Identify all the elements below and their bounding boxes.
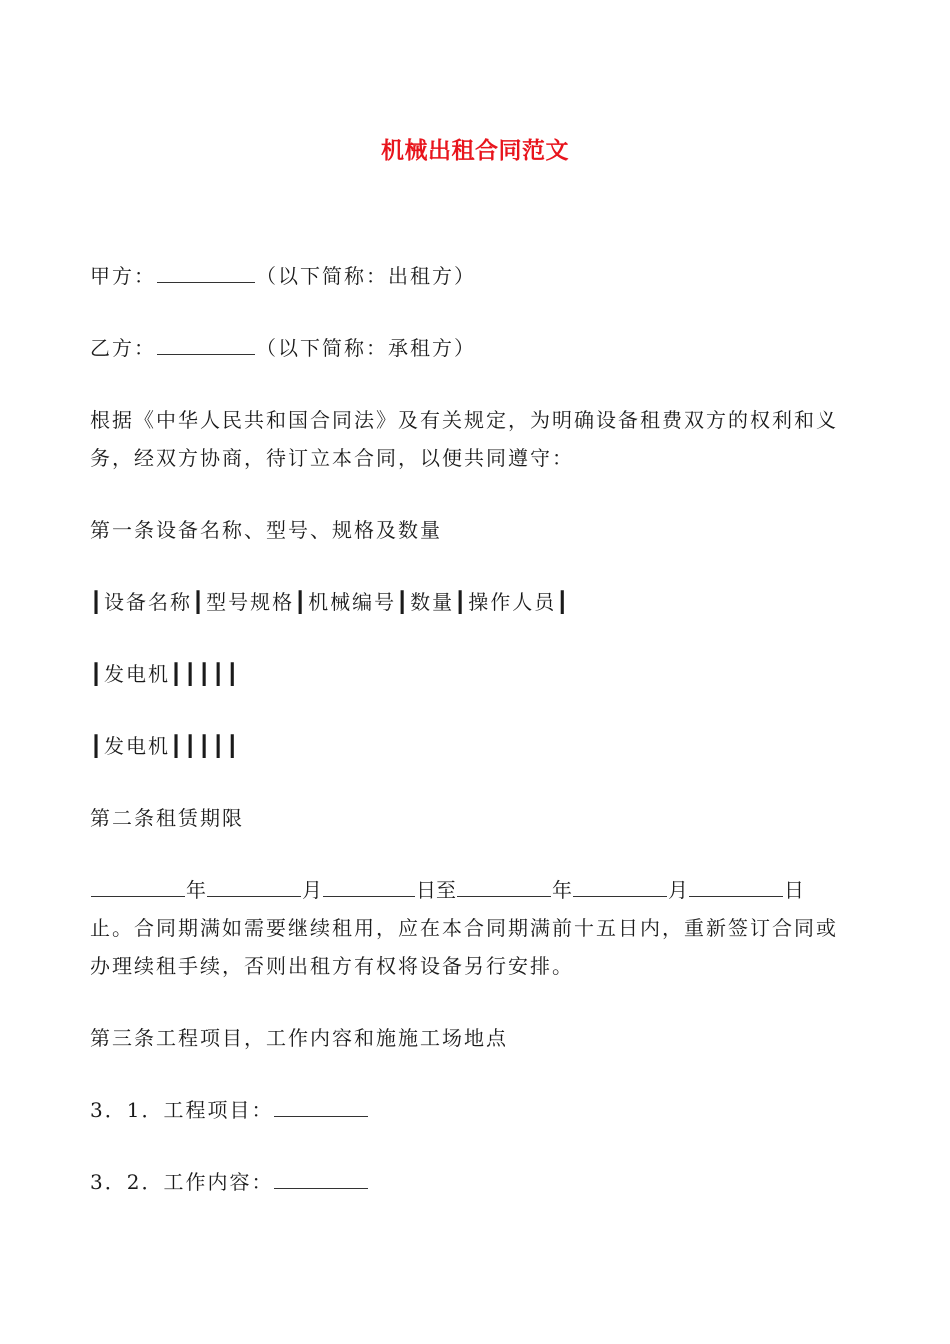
equipment-table-row: ┃发电机┃┃┃┃┃ bbox=[90, 662, 241, 686]
intro-line-1: 根据《中华人民共和国合同法》及有关规定，为明确设备租费双方的权利和义 bbox=[90, 408, 838, 432]
article-2-heading: 第二条租赁期限 bbox=[90, 806, 244, 830]
item-3-2-label: 3．2．工作内容： bbox=[90, 1170, 274, 1194]
item-3-1-label: 3．1．工程项目： bbox=[90, 1098, 274, 1122]
term-end-year-blank[interactable] bbox=[457, 874, 551, 897]
party-a-line bbox=[90, 258, 870, 294]
term-end-month-blank[interactable] bbox=[573, 874, 667, 897]
party-b-blank[interactable] bbox=[157, 332, 255, 355]
project-blank[interactable] bbox=[274, 1094, 368, 1117]
term-start-day-blank[interactable] bbox=[323, 874, 415, 897]
term-start-year-blank[interactable] bbox=[91, 874, 185, 897]
work-content-blank[interactable] bbox=[274, 1166, 368, 1189]
party-b-label: 乙方： bbox=[90, 336, 156, 360]
article-3-heading: 第三条工程项目，工作内容和施施工场地点 bbox=[90, 1026, 508, 1050]
term-year-label: 年 bbox=[186, 878, 206, 902]
article-1-heading: 第一条设备名称、型号、规格及数量 bbox=[90, 518, 442, 542]
term-month-label: 月 bbox=[668, 878, 688, 902]
document-title: 机械出租合同范文 bbox=[381, 138, 569, 164]
party-b-suffix: （以下简称：承租方） bbox=[256, 336, 476, 360]
intro-line-2: 务，经双方协商，待订立本合同，以便共同遵守： bbox=[90, 446, 574, 470]
term-start-month-blank[interactable] bbox=[207, 874, 301, 897]
equipment-table-row: ┃发电机┃┃┃┃┃ bbox=[90, 734, 241, 758]
term-line-2: 止。合同期满如需要继续租用，应在本合同期满前十五日内，重新签订合同或 bbox=[90, 916, 838, 940]
term-day-label: 日 bbox=[784, 878, 804, 902]
term-end-day-blank[interactable] bbox=[689, 874, 783, 897]
term-line-3: 办理续租手续，否则出租方有权将设备另行安排。 bbox=[90, 954, 574, 978]
term-year-label: 年 bbox=[552, 878, 572, 902]
term-day-to-label: 日至 bbox=[416, 878, 456, 902]
item-3-1-line bbox=[90, 1092, 870, 1128]
party-b-line bbox=[90, 330, 870, 366]
equipment-table-header: ┃设备名称┃型号规格┃机械编号┃数量┃操作人员┃ bbox=[90, 590, 571, 614]
party-a-blank[interactable] bbox=[157, 260, 255, 283]
term-line-1 bbox=[90, 872, 870, 908]
party-a-suffix: （以下简称：出租方） bbox=[256, 264, 476, 288]
term-month-label: 月 bbox=[302, 878, 322, 902]
item-3-2-line bbox=[90, 1164, 870, 1200]
party-a-label: 甲方： bbox=[90, 264, 156, 288]
